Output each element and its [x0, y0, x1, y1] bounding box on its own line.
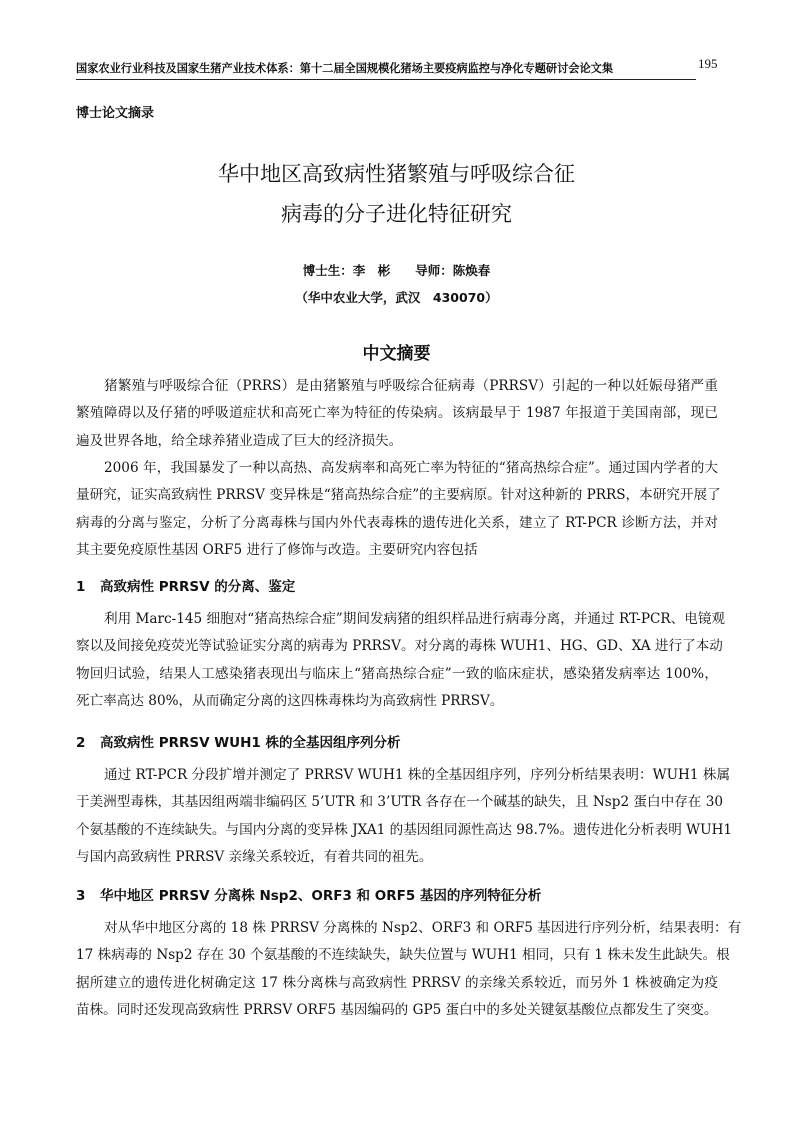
text-line: 察以及间接免疫荧光等试验证实分离的病毒为 PRRSV。对分离的毒株 WUH1、HG、GD、XA 进行了本动: [76, 638, 723, 655]
section-heading-1: 1 高致病性 PRRSV 的分离、鉴定: [76, 579, 296, 595]
text-line: 病毒的分离与鉴定，分析了分离毒株与国内外代表毒株的遗传进化关系，建立了 RT-PCR 诊断方法，并对: [76, 514, 718, 531]
text-line: 通过 RT-PCR 分段扩增并测定了 PRRSV WUH1 株的全基因组序列，序列分析结果表明：WUH1 株属: [104, 767, 731, 783]
paper-title-line2: 病毒的分子进化特征研究: [281, 202, 512, 226]
text-line: 繁殖障碍以及仔猪的呼吸道症状和高死亡率为特征的传染病。该病最早于 1987 年报道于美国南部，现已: [76, 405, 718, 422]
section-1-paragraph: [76, 606, 726, 715]
paper-title-line1: 华中地区高致病性猪繁殖与呼吸综合征: [218, 162, 575, 186]
section-3-paragraph: [76, 915, 742, 1024]
text-line: 物回归试验，结果人工感染猪表现出与临床上“猪高热综合症”一致的临床症状，感染猪发病率达 100%，: [76, 665, 718, 682]
text-line: 死亡率高达 80%，从而确定分离的这四株毒株均为高致病性 PRRSV。: [76, 692, 504, 709]
running-header: 国家农业行业科技及国家生猪产业技术体系：第十二届全国规模化猪场主要疫病监控与净化专题研讨会论文集: [76, 62, 614, 75]
abstract-heading: 中文摘要: [362, 344, 431, 364]
text-line: 与国内高致病性 PRRSV 亲缘关系较近，有着共同的祖先。: [76, 848, 433, 865]
header-rule: [76, 79, 696, 80]
text-line: 遍及世界各地，给全球养猪业造成了巨大的经济损失。: [76, 432, 403, 449]
section-2-paragraph: [76, 762, 733, 871]
text-line: 苗株。同时还发现高致病性 PRRSV ORF5 基因编码的 GP5 蛋白中的多处关键氨基酸位点都发生了突变。: [76, 1001, 718, 1018]
section-heading-3: 3 华中地区 PRRSV 分离株 Nsp2、ORF3 和 ORF5 基因的序列特征分析: [76, 888, 542, 904]
text-line: 据所建立的遗传进化树确定这 17 株分离株与高致病性 PRRSV 的亲缘关系较近，而另外 1 株被确定为疫: [76, 974, 718, 991]
text-line: 利用 Marc-145 细胞对“猪高热综合症”期间发病猪的组织样品进行病毒分离，并通过 RT-PCR、电镜观: [104, 611, 726, 627]
section-heading-2: 2 高致病性 PRRSV WUH1 株的全基因组序列分析: [76, 735, 401, 751]
affiliation: （华中农业大学，武汉 430070）: [295, 290, 498, 305]
text-line: 量研究，证实高致病性 PRRSV 变异株是“猪高热综合症”的主要病原。针对这种新的 PRRS，本研究开展了: [76, 487, 721, 504]
abstract-paragraph-2: [76, 455, 721, 564]
page-number: 195: [698, 56, 718, 71]
text-line: 2006 年，我国暴发了一种以高热、高发病率和高死亡率为特征的“猪高热综合症”。通过国内学者的大: [104, 460, 718, 476]
text-line: 17 株病毒的 Nsp2 存在 30 个氨基酸的不连续缺失，缺失位置与 WUH1 相同，只有 1 株未发生此缺失。根: [76, 947, 730, 964]
author-line: 博士生：李 彬 导师：陈焕春: [302, 263, 491, 278]
section-tag: 博士论文摘录: [76, 106, 155, 121]
abstract-paragraph-1: [76, 373, 718, 455]
text-line: 猪繁殖与呼吸综合征（PRRS）是由猪繁殖与呼吸综合征病毒（PRRSV）引起的一种以妊娠母猪严重: [104, 378, 718, 394]
text-line: 个氨基酸的不连续缺失。与国内分离的变异株 JXA1 的基因组同源性高达 98.7%。遗传进化分析表明 WUH1: [76, 821, 733, 838]
text-line: 其主要免疫原性基因 ORF5 进行了修饰与改造。主要研究内容包括: [76, 541, 478, 558]
text-line: 对从华中地区分离的 18 株 PRRSV 分离株的 Nsp2、ORF3 和 ORF5 基因进行序列分析，结果表明：有: [104, 920, 742, 936]
text-line: 于美洲型毒株，其基因组两端非编码区 5’UTR 和 3’UTR 各存在一个碱基的缺失，且 Nsp2 蛋白中存在 30: [76, 794, 724, 811]
